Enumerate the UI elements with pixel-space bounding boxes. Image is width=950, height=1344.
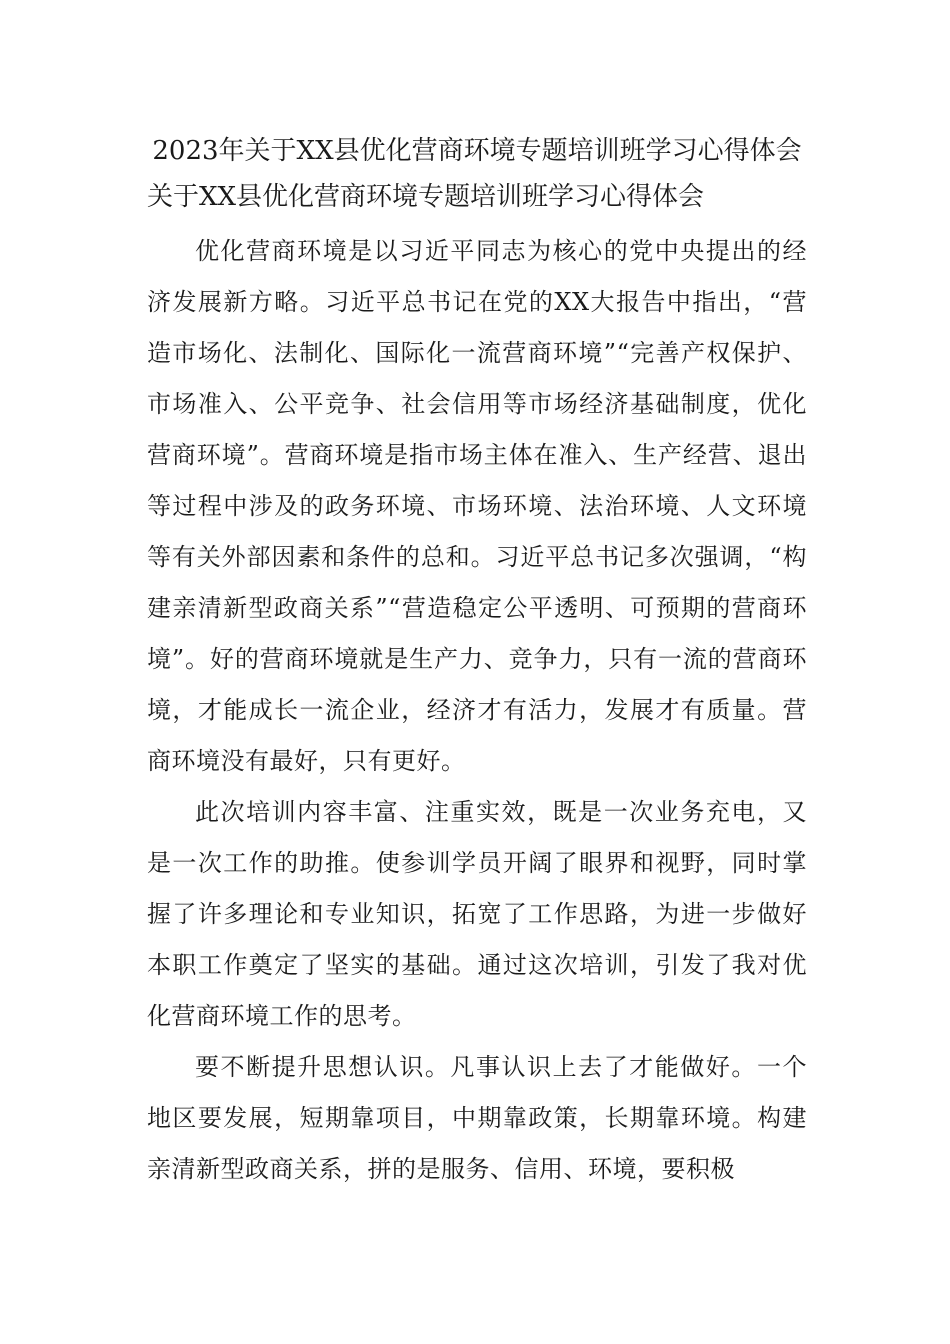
paragraph-3: 要不断提升思想认识。凡事认识上去了才能做好。一个地区要发展，短期靠项目，中期靠政策，长期靠环境。构建亲清新型政商关系，拼的是服务、信用、环境，要积极 [147,1053,807,1183]
document-title: 2023年关于XX县优化营商环境专题培训班学习心得体会 [152,136,802,166]
paragraph-1: 优化营商环境是以习近平同志为核心的党中央提出的经济发展新方略。习近平总书记在党的XX大报告中指出，“营造市场化、法制化、国际化一流营商环境”“完善产权保护、市场准入、公平竞争、社会信用等市场经济基础制度，优化营商环境”。营商环境是指市场主体在准入、生产经营、退出等过程中涉及的政务环境、市场环境、法治环境、人文环境等有关外部因素和条件的总和。习近平总书记多次强调，“构建亲清新型政商关系”“营造稳定公平透明、可预期的营商环境”。好的营商环境就是生产力、竞争力，只有一流的营商环境，才能成长一流企业，经济才有活力，发展才有质量。营商环境没有最好，只有更好。 [147,237,807,775]
paragraph-2: 此次培训内容丰富、注重实效，既是一次业务充电，又是一次工作的助推。使参训学员开阔了眼界和视野，同时掌握了许多理论和专业知识，拓宽了工作思路，为进一步做好本职工作奠定了坚实的基础。通过这次培训，引发了我对优化营商环境工作的思考。 [147,798,807,1030]
document-body [147,128,807,1195]
document-subtitle: 关于XX县优化营商环境专题培训班学习心得体会 [147,182,705,212]
